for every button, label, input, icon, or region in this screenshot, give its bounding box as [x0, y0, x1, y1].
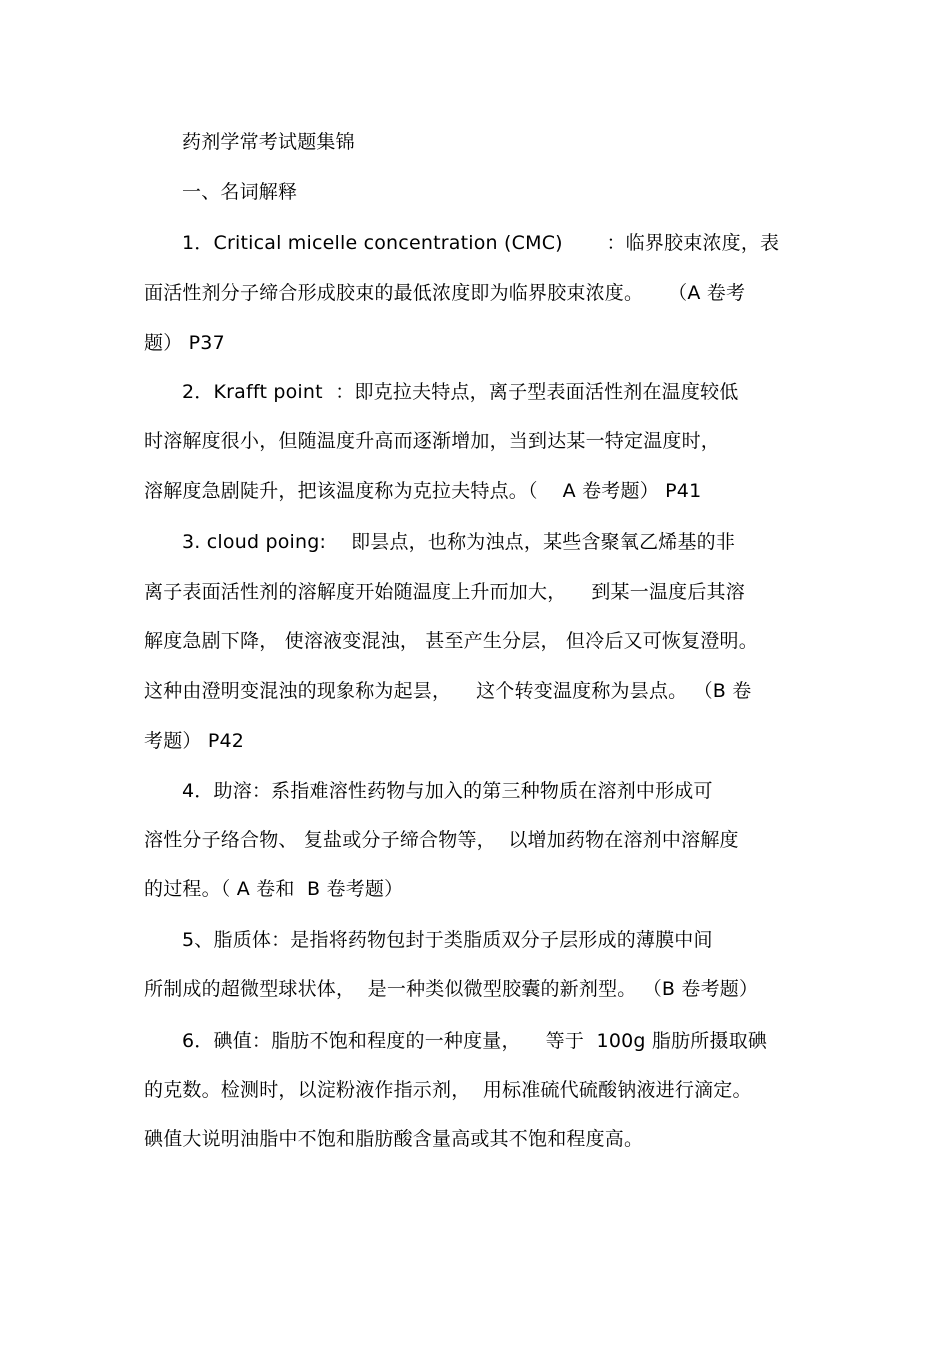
paragraph-line: 2．Krafft point ：即克拉夫特点，离子型表面活性剂在温度较低	[182, 381, 739, 403]
paragraph-line: 的过程。（ A 卷和 B 卷考题）	[144, 878, 404, 900]
paragraph-line: 的克数。检测时，以淀粉液作指示剂， 用标准硫代硫酸钠液进行滴定。	[144, 1079, 752, 1101]
paragraph-line: 溶解度急剧陡升，把该温度称为克拉夫特点。（ A 卷考题） P41	[144, 480, 702, 502]
paragraph-line: 考题） P42	[144, 730, 245, 752]
paragraph-line: 这种由澄明变混浊的现象称为起昙， 这个转变温度称为昙点。 （B 卷	[144, 680, 752, 702]
section-heading: 一、名词解释	[182, 181, 298, 203]
paragraph-line: 3. cloud poing: 即昙点，也称为浊点，某些含聚氧乙烯基的非	[182, 531, 736, 553]
paragraph-line: 溶性分子络合物、 复盐或分子缔合物等， 以增加药物在溶剂中溶解度	[144, 829, 739, 851]
paragraph-line: 所制成的超微型球状体， 是一种类似微型胶囊的新剂型。 （B 卷考题）	[144, 978, 759, 1000]
paragraph-line: 离子表面活性剂的溶解度开始随温度上升而加大， 到某一温度后其溶	[144, 581, 745, 603]
paragraph-line: 题） P37	[144, 332, 225, 354]
paragraph-line: 面活性剂分子缔合形成胶束的最低浓度即为临界胶束浓度。 （A 卷考	[144, 282, 746, 304]
paragraph-line: 4．助溶：系指难溶性药物与加入的第三种物质在溶剂中形成可	[182, 780, 713, 802]
paragraph-line: 5、脂质体：是指将药物包封于类脂质双分子层形成的薄膜中间	[182, 929, 713, 951]
paragraph-line: 时溶解度很小，但随温度升高而逐渐增加，当到达某一特定温度时，	[144, 430, 721, 452]
paragraph-line: 6．碘值：脂肪不饱和程度的一种度量， 等于 100g 脂肪所摄取碘	[182, 1030, 768, 1052]
paragraph-line: 1．Critical micelle concentration (CMC) ：临界胶束浓度，表	[182, 232, 780, 254]
paragraph-line: 碘值大说明油脂中不饱和脂肪酸含量高或其不饱和程度高。	[144, 1128, 644, 1150]
document-title: 药剂学常考试题集锦	[182, 131, 355, 153]
paragraph-line: 解度急剧下降， 使溶液变混浊， 甚至产生分层， 但冷后又可恢复澄明。	[144, 630, 758, 652]
